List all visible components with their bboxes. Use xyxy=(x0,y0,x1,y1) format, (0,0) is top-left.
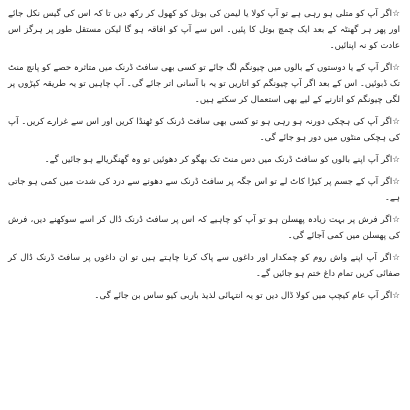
tip-paragraph-8: ☆اگر آپ عام کیچپ میں کولا ڈال دیں تو یہ انتہائی لذیذ باربی کیو ساس بن جائے گی۔ xyxy=(94,291,400,301)
tip-paragraph-6: ☆اگر فرش پر بہت زیادہ پھسلن ہو تو آپ کو چاہیے کہ اس پر سافٹ ڈرنک ڈال کر اسے سوکھنے دیں، فرش کی پھسلن میں کمی آجائے گی۔ xyxy=(8,215,400,241)
tip-paragraph-1: ☆اگر آپ کو متلی ہو رہی ہے تو آپ کولا یا لیمن کی بوتل کو کھول کر رکھ دیں تا کہ اس کی گیس نکل جائے اور پھر ہر گھنٹہ کے بعد ایک چمچ بوتل کا پئیں۔ اس سے آپ کو افاقہ ہو گا لیکن مستقل طور پر ہرگز اس عادت کو نہ اپنائیں۔ xyxy=(8,9,400,51)
tip-paragraph-3: ☆اگر آپ کی ہچکی دورنہ ہو رہی ہو تو کسی بھی سافٹ ڈرنک کو ٹھنڈا کریں اور اس سے غرارے کریں۔ آپ کی ہچکی منٹوں میں دور ہو جائے گی۔ xyxy=(8,117,400,143)
tip-paragraph-7: ☆اگر آپ اپنے واش روم کو چمکدار اور داغوں سے پاک کرنا چاہتے ہیں تو ان داغوں پر سافٹ ڈرنک ڈال کر صفائی کریں تمام داغ ختم ہو جائیں گے۔ xyxy=(8,253,400,279)
tip-paragraph-4: ☆اگر آپ اپنے بالوں کو سافٹ ڈرنک میں دس منٹ تک بھگو کر دھوئیں تو وہ گھنگریالے ہو جائیں گے۔ xyxy=(44,155,400,165)
tip-paragraph-2: ☆اگر آپ کے یا دوستوں کے بالوں میں چیونگم لگ جائے تو کسی بھی سافٹ ڈرنک میں متاثرہ حصے کو پانچ منٹ تک ڈبوئیں۔ اس کے بعد اگر آپ چیونگم کو اتاریں تو یہ با آسانی اتر جائے گی۔ آپ چاہیں تو یہ طریقہ کپڑوں پر لگی چیونگم کو اتارنے کے لیے بھی استعمال کر سکتے ہیں۔ xyxy=(8,63,400,105)
tip-paragraph-5: ☆اگر آپ کے جسم پر کیڑا کاٹ لے تو اس جگہ پر سافٹ ڈرنک سے دھونے سے درد کی شدت میں کمی ہو جاتی ہے۔ xyxy=(8,177,400,203)
